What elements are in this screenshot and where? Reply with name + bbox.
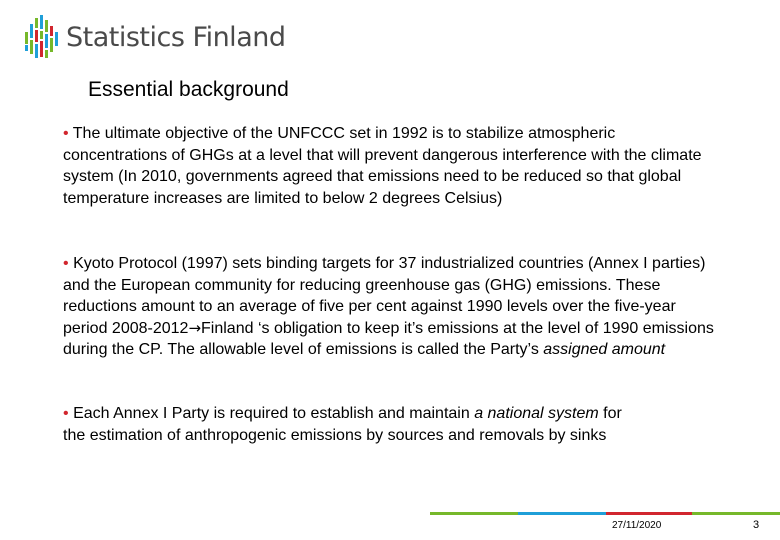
paragraph-text-continued: Finland ‘s obligation to keep it’s emissions at the level of 1990 emissions during the CP. The allowable level of emissions is called the Party’s (63, 319, 714, 358)
footer-date: 27/11/2020 (612, 520, 662, 531)
slide-title: Essential background (88, 78, 289, 101)
footer-color-bar (430, 512, 780, 515)
bullet-icon: • (63, 125, 69, 142)
statistics-finland-logo-icon (24, 14, 60, 60)
paragraph-text-continued: for the estimation of anthropogenic emissions by sources and removals by sinks (63, 405, 622, 444)
paragraph-text: The ultimate objective of the UNFCCC set in 1992 is to stabilize atmospheric concentrations of GHGs at a level that will prevent dangerous interference with the climate system (In 2010, governments agreed that emissions need to be reduced so that global temperature increases are limited to below 2 degrees Celsius) (63, 125, 702, 207)
statistics-finland-logo (24, 14, 284, 60)
paragraph-national-system (63, 403, 623, 446)
bullet-icon: • (63, 405, 69, 422)
paragraph-text: Kyoto Protocol (1997) sets binding targets for 37 industrialized countries (Annex I parties) and the European community for reducing greenhouse gas (GHG) emissions. These reductions amount to an average of five per cent against 1990 levels over the five-year period 2008-2012 (63, 255, 706, 337)
paragraph-text: Each Annex I Party is required to establish and maintain (73, 405, 475, 422)
assigned-amount-term: assigned amount (543, 341, 666, 358)
page-number: 3 (753, 519, 760, 531)
national-system-term: a national system (474, 405, 599, 422)
bullet-icon: • (63, 255, 69, 272)
arrow-right-icon: → (188, 318, 202, 337)
paragraph-unfccc-objective (63, 123, 723, 209)
paragraph-kyoto-protocol (63, 253, 723, 361)
logo-text: Statistics Finland (66, 22, 286, 53)
